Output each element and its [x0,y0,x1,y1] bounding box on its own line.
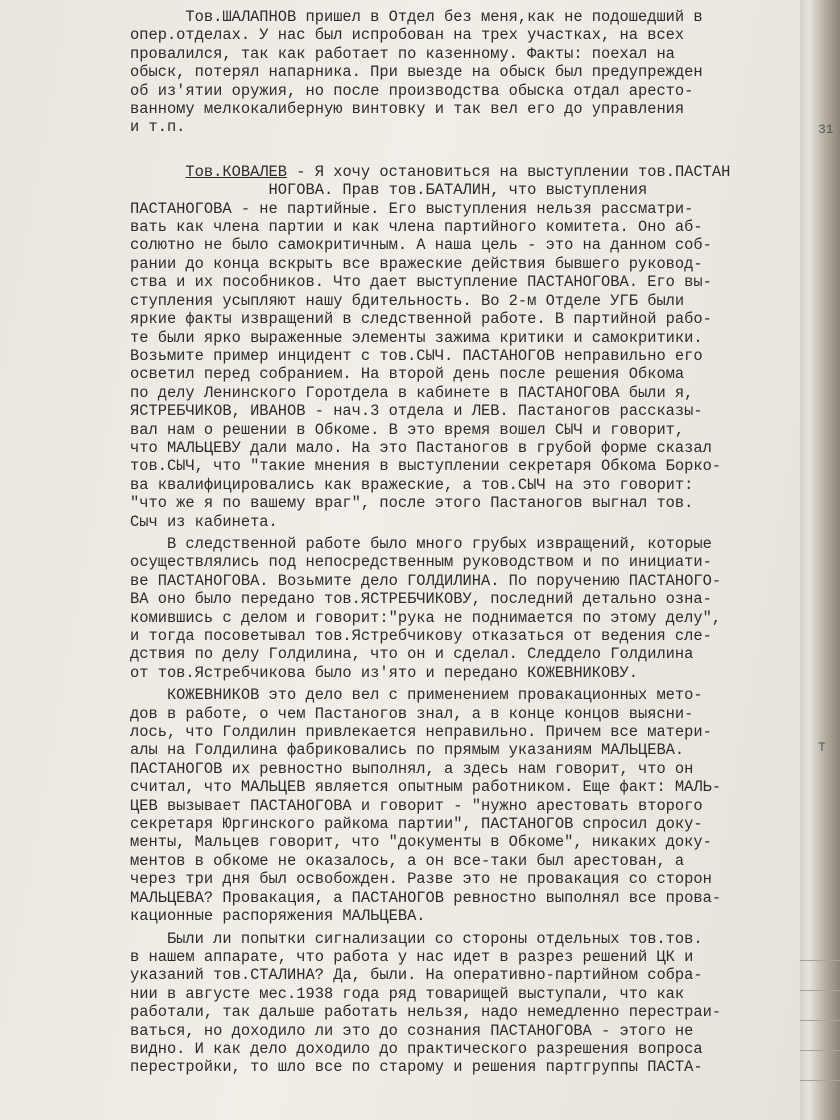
text-line: и т.п. [130,118,186,137]
text-line: яркие факты извращений в следственной работе. В партийной рабо- [130,310,712,329]
text-line: ПАСТАНОГОВА - не партийные. Его выступления нельзя рассматри- [130,199,694,218]
text-line: ва квалифицировались как вражеские, а тов.СЫЧ на это говорит: [130,475,694,494]
text-line: те были ярко выраженные элементы зажима критики и самокритики. [130,328,703,347]
text-line: менты, Мальцев говорит, что "документы в Обкоме", никаких доку- [130,833,712,852]
text-line: ВА оно было передано тов.ЯСТРЕБЧИКОВУ, последний детально озна- [130,590,712,609]
text-line: осветил перед собранием. На второй день после решения Обкома [130,365,685,384]
paragraph-signals [130,930,790,1077]
typed-text [130,8,790,1077]
text-line: в нашем аппарате, что работа у нас идет в разрез решений ЦК и [130,947,694,966]
margin-mark: Т [818,740,826,755]
paragraph-kozhevnikov [130,686,790,925]
text-line: КОЖЕВНИКОВ это дело вел с применением провакационных мето- [130,686,703,705]
text-line: Сыч из кабинета. [130,512,278,531]
text-line: ванному мелкокалиберную винтовку и так вел его до управления [130,100,685,119]
text-line: по делу Ленинского Горотдела в кабинете в ПАСТАНОГОВА были я, [130,383,694,402]
text-line: ПАСТАНОГОВ их ревностно выполнял, а здесь нам говорит, что он [130,759,694,778]
text-line: от тов.Ястребчикова было из'ято и передано КОЖЕВНИКОВУ. [130,663,638,682]
text-line: считал, что МАЛЬЦЕВ является опытным работником. Еще факт: МАЛЬ- [130,778,722,797]
text-line: Тов.ШАЛАПНОВ пришел в Отдел без меня,как не подошедший в [130,8,703,26]
text-line: ментов в обкоме не оказалось, а он все-таки был арестован, а [130,851,685,870]
text-line: НОГОВА. Прав тов.БАТАЛИН, что выступления [130,181,648,200]
text-line: лось, что Голдилин привлекается неправильно. Причем все матери- [130,723,712,742]
paragraph-shalapnov [130,8,790,137]
text-line: тов.СЫЧ, что "такие мнения в выступлении секретаря Обкома Борко- [130,457,722,476]
text-line: ваться, но доходило ли это до сознания ПАСТАНОГОВА - этого не [130,1021,694,1040]
text-line: вал нам о решении в Обкоме. В это время вошел СЫЧ и говорит, [130,420,685,439]
text-line: осуществлялись под непосредственным руководством и по инициати- [130,553,712,572]
text-line: через три дня был освобожден. Разве это не провакация со сторон [130,870,712,889]
text-line: дов в работе, о чем Пастаногов знал, а в конце концов выясни- [130,704,694,723]
text-line: дствия по делу Голдилина, что он и сделал. Следдело Голдилина [130,645,694,664]
text-line: об из'ятии оружия, но после производства обыска отдал аресто- [130,81,694,100]
text-line: опер.отделах. У нас был испробован на трех участках, на всех [130,26,685,45]
text-line: ства и их пособников. Что дает выступление ПАСТАНОГОВА. Его вы- [130,273,712,292]
paragraph-goldilin-case [130,535,790,682]
text-line: нии в августе мес.1938 года ряд товарищей выступали, что как [130,984,685,1003]
text-line: МАЛЬЦЕВА? Провакация, а ПАСТАНОГОВ ревностно выполнял все прова- [130,888,722,907]
text-line: секретаря Юргинского райкома партии", ПАСТАНОГОВ спросил доку- [130,815,703,834]
text-line: видно. И как дело доходило до практического разрешения вопроса [130,1039,703,1058]
margin-page-number: 31 [818,122,834,137]
text-line: и тогда посоветывал тов.Ястребчикову отказаться от ведения сле- [130,627,712,645]
text-line: солютно не было самокритичным. А наша цель - это на данном соб- [130,236,712,255]
text-line: вать как члена партии и как члена партийного комитета. Оно аб- [130,218,703,237]
text-line: алы на Голдилина фабриковались по прямым указаниям МАЛЬЦЕВА. [130,741,685,760]
paragraph-kovalev-speech [130,163,790,531]
text-line: ве ПАСТАНОГОВА. Возьмите дело ГОЛДИЛИНА. По поручению ПАСТАНОГО- [130,571,722,590]
text-line: комившись с делом и говорит:"рука не поднимается по этому делу", [130,608,722,627]
text-line: работали, так дальше работать нельзя, надо немедленно перестраи- [130,1003,722,1022]
speaker-line: Тов.КОВАЛЕВ - Я хочу остановиться на выступлении тов.ПАСТАН [185,162,731,181]
text-line: ступления усыпляют нашу бдительность. Во 2-м Отделе УГБ были [130,291,685,310]
text-line: рании до конца вскрыть все вражеские действия бывшего руковод- [130,254,703,273]
speaker-name: Тов.КОВАЛЕВ [185,162,288,181]
text-line: обыск, потерял напарника. При выезде на обыск был предупрежден [130,63,703,82]
text-line: ЯСТРЕБЧИКОВ, ИВАНОВ - нач.3 отдела и ЛЕВ. Пастаногов рассказы- [130,402,703,421]
text-line: указаний тов.СТАЛИНА? Да, были. На оперативно-партийном собра- [130,966,703,985]
text-line: Были ли попытки сигнализации со стороны отдельных тов.тов. [130,929,703,948]
text-line: провалился, так как работает по казенному. Факты: поехал на [130,44,675,63]
text-line: кационные распоряжения МАЛЬЦЕВА. [130,907,426,926]
text-line: перестройки, то шло все по старому и решения партгруппы ПАСТА- [130,1058,703,1077]
text-line: Возьмите пример инцидент с тов.СЫЧ. ПАСТАНОГОВ неправильно его [130,346,703,365]
stacked-pages-edge [796,0,840,1120]
text-line: что МАЛЬЦЕВУ дали мало. На это Пастаногов в грубой форме сказал [130,438,712,457]
text-line: ЦЕВ вызывает ПАСТАНОГОВА и говорит - "нужно арестовать второго [130,796,703,815]
text-line: В следственной работе было много грубых извращений, которые [130,534,712,553]
text-line: "что же я по вашему враг", после этого Пастаногов выгнал тов. [130,494,694,513]
